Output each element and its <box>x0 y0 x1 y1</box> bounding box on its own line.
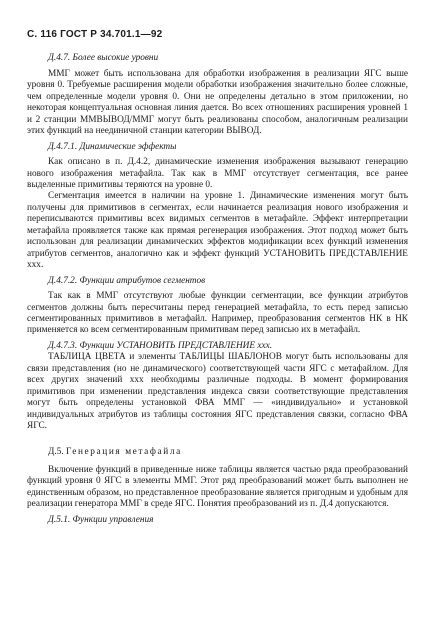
heading-d-4-7-1: Д.4.7.1. Динамические эффекты <box>48 141 177 152</box>
heading-d-4-7-2: Д.4.7.2. Функции атрибутов сегментов <box>48 275 206 286</box>
paragraph-segment-attributes: Так как в ММГ отсутствуют любые функции сегментации, все функции атрибутов сегментов должны быть пересчитаны перед генерацией метафайла, то есть перед записью сегментированных примитивов в метафайл. Например, преобразования сегментов НК в НК применяется ко всем сегментированным примитивам перед записью их в метафайл. <box>27 291 408 336</box>
paragraph-metafile-generation: Включение функций в приведенные ниже таблицы является частью ряда преобразований функций уровня 0 ЯГС в элементы ММГ. Этот ряд преобразований может быть выполнен не единственным образом, но представленное преобразование является пригодным и удобным для реализации генератора ММГ в среде ЯГС. Понятия преобразований из п. Д.4 допускаются. <box>27 464 408 510</box>
paragraph-higher-levels: ММГ может быть использована для обработки изображения в реализации ЯГС выше уровня 0. Требуемые расширения модели обработки изображения значительно более сложные, чем определенные модели уровня 0. Они не определены детально в этом приложении, но некоторая концептуальная основная линия дается. Во всех отношениях расширения уровней 1 и 2 станции ММВЫВОД/ММГ могут быть реализованы способом, аналогичным реализации этих функций на неединичной станции категории ВЫВОД. <box>27 68 408 137</box>
heading-d-5 <box>27 447 408 458</box>
paragraph-color-table: ТАБЛИЦА ЦВЕТА и элементы ТАБЛИЦЫ ШАБЛОНОВ могут быть использованы для связи представления (но не динамического) соответствующей части ЯГС с метафайлом. Для всех других значений ххх необходимы различные подходы. В момент формирования примитивов при изменении представления индекса связи соответствующие представления могут быть определены установкой ФВА ММГ — «индивидуально» и установкой индивидуальных атрибутов из таблицы состояния ЯГС представления связки, согласно ФВА ЯГС. <box>27 352 408 432</box>
heading-d-4-7-3-prefix: Д.4.7.3. Функции <box>48 340 117 351</box>
heading-d-4-7-3-title: УСТАНОВИТЬ ПРЕДСТАВЛЕНИЕ xxx. <box>116 340 273 351</box>
heading-d-5-number: Д.5. <box>48 446 66 457</box>
heading-d-5-title: Генерация метафайла <box>65 446 182 457</box>
heading-d-4-7-3 <box>27 341 408 352</box>
paragraph-dynamic-effects: Как описано в п. Д.4.2, динамические изменения изображения вызывают генерацию нового изображения метафайла. Так как в ММГ отсутствует сегментация, все ранее выделенные примитивы теряются на уровне 0. <box>27 157 408 190</box>
heading-d-5-1: Д.5.1. Функции управления <box>48 514 154 525</box>
page-header: С. 116 ГОСТ Р 34.701.1—92 <box>27 29 163 40</box>
paragraph-segmentation: Сегментация имеется в наличии на уровне 1. Динамические изменения могут быть получены для примитивов в сегментах, если начинается реализация нового изображения и переписываются примитивы всех видимых сегментов в метафайле. Эффект интерпретации метафайла проявляется также как прямая регенерация изображения. Этот подход может быть использован для реализации динамических эффектов модификации всех функций изменения атрибутов сегментов, аналогично как и эффект функций УСТАНОВИТЬ ПРЕДСТАВЛЕНИЕ xxx. <box>27 191 408 271</box>
heading-d-4-7: Д.4.7. Более высокие уровни <box>48 53 159 64</box>
